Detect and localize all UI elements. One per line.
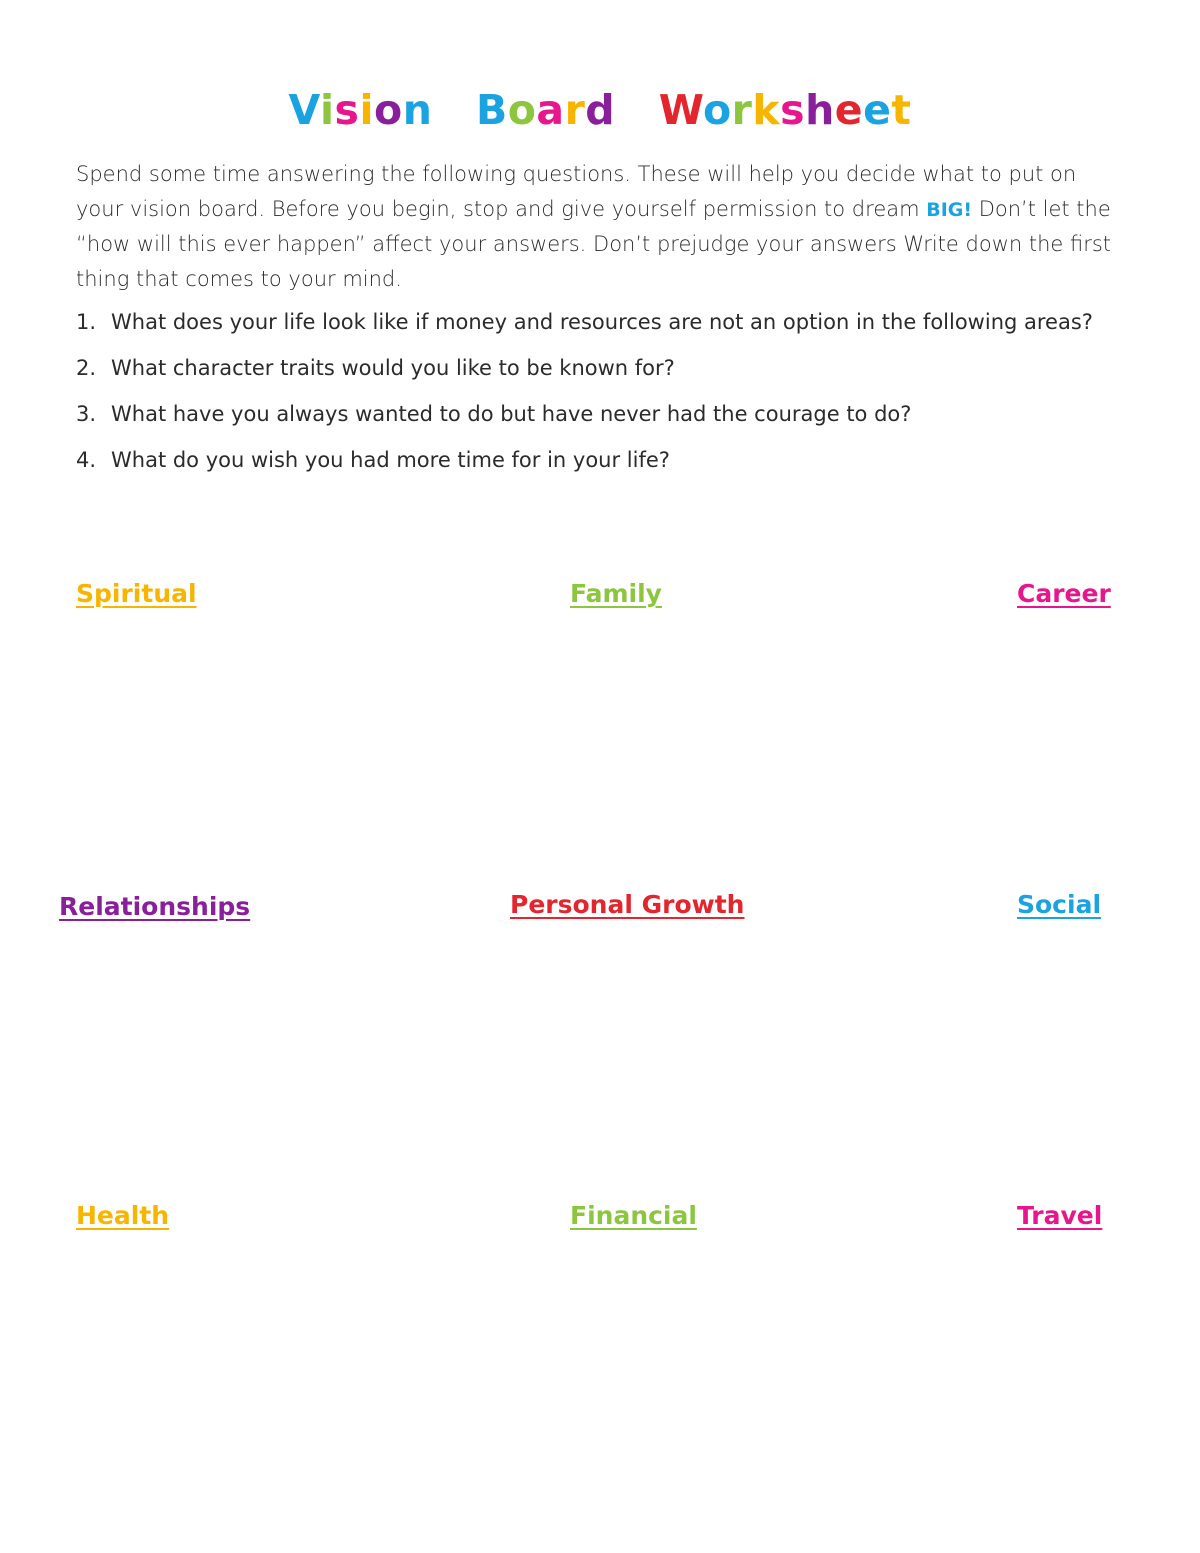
title-word-vision bbox=[288, 86, 447, 134]
title-letter: o bbox=[702, 86, 732, 134]
intro-big-emphasis: BIG! bbox=[926, 198, 973, 221]
category-heading-health: Health bbox=[76, 1201, 170, 1230]
title-letter: s bbox=[780, 86, 806, 134]
intro-text-part2: Don’t let the “how will this ever happen” affect your answers. Don’t prejudge your answers Write down the first thing that comes to your mind. bbox=[76, 196, 1112, 291]
question-number: 2. bbox=[76, 356, 97, 380]
title-letter: n bbox=[402, 86, 433, 134]
intro-text-part1: Spend some time answering the following questions. These will help you decide what to put on your vision board. Before you begin, stop and give yourself permission to dream bbox=[76, 162, 1077, 221]
title-letter: k bbox=[752, 86, 781, 134]
title-letter: a bbox=[536, 86, 565, 134]
question-list bbox=[76, 305, 1116, 489]
category-heading-social: Social bbox=[1017, 890, 1102, 919]
category-heading-personal-growth: Personal Growth bbox=[510, 890, 745, 919]
title-letter: h bbox=[805, 86, 835, 134]
title-letter: t bbox=[891, 86, 912, 134]
intro-paragraph bbox=[76, 157, 1126, 296]
category-heading-financial: Financial bbox=[570, 1201, 697, 1230]
title-letter: W bbox=[658, 86, 703, 134]
category-heading-career: Career bbox=[1017, 579, 1111, 608]
title-letter: B bbox=[475, 86, 508, 134]
title-letter: o bbox=[374, 86, 403, 134]
question-text: What does your life look like if money and resources are not an option in the following areas? bbox=[111, 310, 1093, 334]
question-item bbox=[76, 443, 1116, 477]
question-text: What do you wish you had more time for in your life? bbox=[111, 448, 670, 472]
title-letter: i bbox=[319, 86, 335, 134]
category-heading-family: Family bbox=[570, 579, 662, 608]
title-letter: e bbox=[863, 86, 892, 134]
title-letter: o bbox=[507, 86, 537, 134]
question-text: What have you always wanted to do but have never had the courage to do? bbox=[111, 402, 912, 426]
question-text: What character traits would you like to be known for? bbox=[111, 356, 675, 380]
title-word-worksheet bbox=[644, 86, 912, 134]
category-heading-relationships: Relationships bbox=[59, 892, 251, 921]
page-title bbox=[0, 86, 1200, 134]
title-letter: i bbox=[359, 86, 375, 134]
title-word-board bbox=[461, 86, 630, 134]
title-letter: r bbox=[564, 86, 586, 134]
title-letter: r bbox=[731, 86, 753, 134]
category-heading-spiritual: Spiritual bbox=[76, 579, 197, 608]
title-letter: e bbox=[834, 86, 864, 134]
question-number: 4. bbox=[76, 448, 97, 472]
question-item bbox=[76, 397, 1116, 431]
question-item bbox=[76, 305, 1116, 339]
question-number: 1. bbox=[76, 310, 97, 334]
category-heading-travel: Travel bbox=[1017, 1201, 1103, 1230]
title-letter: d bbox=[585, 86, 616, 134]
title-letter: V bbox=[288, 86, 320, 134]
title-letter: s bbox=[334, 86, 360, 134]
question-number: 3. bbox=[76, 402, 97, 426]
question-item bbox=[76, 351, 1116, 385]
